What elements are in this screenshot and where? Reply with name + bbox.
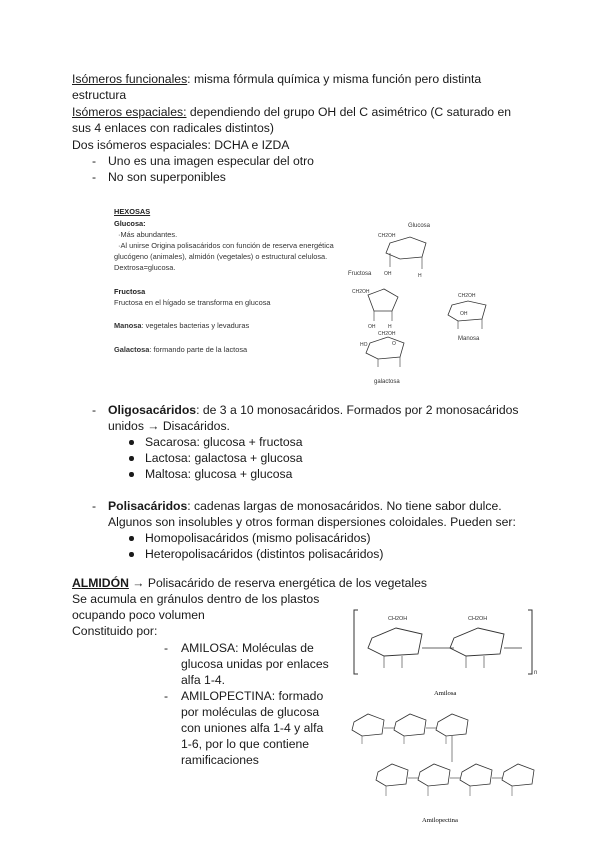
oligo-item-3: Maltosa: glucosa + glucosa: [145, 467, 293, 481]
fructosa-ring: [368, 289, 398, 311]
oligo-line-2: unidos → Disacáridos.: [108, 419, 230, 433]
poli-item-1: Homopolisacáridos (mismo polisacáridos): [145, 531, 371, 545]
poli-item-2: Heteropolisacáridos (distintos polisacáridos): [145, 547, 384, 561]
bullet-dot: [129, 472, 134, 477]
dos-isomeros: Dos isómeros espaciales: DCHA e IZDA: [72, 138, 290, 152]
glucosa-line-4: Dextrosa=glucosa.: [114, 263, 176, 272]
amilosa-line-1: AMILOSA: Moléculas de: [181, 641, 314, 655]
glucosa-label: Glucosa:: [114, 219, 146, 228]
glucosa-line-3: glucógeno (animales), almidón (vegetales) o estructural celulosa.: [114, 252, 328, 261]
poli-line-1: Polisacáridos: cadenas largas de monosacáridos. No tiene sabor dulce.: [108, 499, 502, 513]
oligo-item-2: Lactosa: galactosa + glucosa: [145, 451, 303, 465]
amilosa-bracket-left: [354, 610, 358, 674]
amilopectina-ring: [352, 714, 384, 736]
amilosa-figure: [350, 604, 550, 700]
almidon-line-1: ALMIDÓN → Polisacárido de reserva energética de los vegetales: [72, 576, 427, 590]
dash-bullet: -: [92, 154, 97, 168]
isomer-bullet-2: No son superponibles: [108, 170, 226, 184]
bullet-dot: [129, 536, 134, 541]
manosa-oh-label: OH: [460, 311, 468, 317]
struct-fructosa-label: Fructosa: [348, 271, 372, 277]
poli-term: Polisacáridos: [108, 499, 188, 513]
struct-glucosa-label: Glucosa: [408, 223, 431, 229]
almidon-line-2: Se acumula en gránulos dentro de los plastos: [72, 592, 320, 606]
funcional-line-1: Isómeros funcionales: misma fórmula química y misma función pero distinta: [72, 72, 482, 86]
amilosa-ch2oh-1: CH2OH: [388, 616, 408, 622]
funcional-line-2: estructura: [72, 88, 127, 102]
dash-bullet: -: [92, 499, 97, 513]
amilosa-n: n: [534, 670, 538, 676]
fructosa-h-label: H: [388, 324, 392, 330]
amilopectina-line-5: ramificaciones: [181, 753, 259, 767]
glucosa-line-1: ·Más abundantes.: [118, 230, 178, 239]
almidon-line-4: Constituido por:: [72, 624, 158, 638]
galactosa-o-label: O: [392, 341, 396, 347]
amilosa-fig-label: Amilosa: [434, 690, 457, 697]
amilopectina-line-4: 1-6, por lo que contiene: [181, 737, 310, 751]
amilosa-ring-1: [368, 628, 422, 656]
amilopectina-ring: [502, 764, 534, 786]
amilopectina-ring: [436, 714, 468, 736]
galactosa-ho-label: HO: [360, 342, 368, 348]
espacial-line-1: Isómeros espaciales: dependiendo del grupo OH del C asimétrico (C saturado en: [72, 105, 511, 119]
almidon-line-3: ocupando poco volumen: [72, 608, 205, 622]
oligo-term: Oligosacáridos: [108, 403, 197, 417]
amilosa-bracket-right: [528, 610, 532, 674]
amilopectina-ring: [460, 764, 492, 786]
oligo-item-1: Sacarosa: glucosa + fructosa: [145, 435, 303, 449]
amilopectina-figure: [348, 704, 548, 828]
struct-galactosa-label: galactosa: [374, 379, 400, 385]
amilopectina-line-3: con uniones alfa 1-4 y alfa: [181, 721, 324, 735]
dash-bullet: -: [92, 403, 97, 417]
oligo-line-1: Oligosacáridos: de 3 a 10 monosacáridos. Formados por 2 monosacáridos: [108, 403, 519, 417]
espacial-line-2: sus 4 enlaces con radicales distintos): [72, 121, 274, 135]
amilopectina-line-2: por moléculas de glucosa: [181, 705, 320, 719]
bullet-dot: [129, 456, 134, 461]
manosa-line: Manosa: vegetales bacterias y levaduras: [114, 321, 250, 330]
galactosa-ring: [366, 337, 404, 359]
amilopectina-fig-label: Amilopectina: [422, 817, 458, 824]
poli-line-2: Algunos son insolubles y otros forman dispersiones coloidales. Pueden ser:: [108, 515, 516, 529]
funcional-term: Isómeros funcionales: [72, 72, 188, 86]
dash-bullet: -: [164, 689, 169, 703]
fructosa-label: Fructosa: [114, 287, 146, 296]
hexose-structures-figure: [340, 215, 500, 390]
glucosa-h-label: H: [418, 273, 422, 279]
amilopectina-ring: [394, 714, 426, 736]
fructosa-text: Fructosa en el hígado se transforma en glucosa: [114, 298, 271, 307]
glucosa-line-2: ·Al unirse Origina polisacáridos con función de reserva energética: [118, 241, 334, 250]
fructosa-ch2oh-label: CH2OH: [352, 289, 370, 295]
amilopectina-ring: [418, 764, 450, 786]
glucosa-ring: [386, 237, 426, 259]
hexosas-heading: HEXOSAS: [114, 207, 151, 216]
galactosa-line: Galactosa: formando parte de la lactosa: [114, 345, 248, 354]
isomer-bullet-1: Uno es una imagen especular del otro: [108, 154, 314, 168]
fructosa-oh-label: OH: [368, 324, 376, 330]
bullet-dot: [129, 552, 134, 557]
almidon-term: ALMIDÓN: [72, 576, 129, 590]
amilosa-ring-2: [450, 628, 504, 656]
manosa-ch2oh-label: CH2OH: [458, 293, 476, 299]
bullet-dot: [129, 440, 134, 445]
glucosa-ch2oh-label: CH2OH: [378, 233, 396, 239]
amilosa-ch2oh-2: CH2OH: [468, 616, 488, 622]
galactosa-ch2oh-label: CH2OH: [378, 331, 396, 337]
espacial-term: Isómeros espaciales:: [72, 105, 187, 119]
dash-bullet: -: [164, 641, 169, 655]
struct-manosa-label: Manosa: [458, 336, 480, 342]
glucosa-oh-label: OH: [384, 271, 392, 277]
amilopectina-ring: [376, 764, 408, 786]
amilopectina-line-1: AMILOPECTINA: formado: [181, 689, 324, 703]
amilosa-line-2: glucosa unidas por enlaces: [181, 657, 329, 671]
dash-bullet: -: [92, 170, 97, 184]
amilosa-line-3: alfa 1-4.: [181, 673, 226, 687]
